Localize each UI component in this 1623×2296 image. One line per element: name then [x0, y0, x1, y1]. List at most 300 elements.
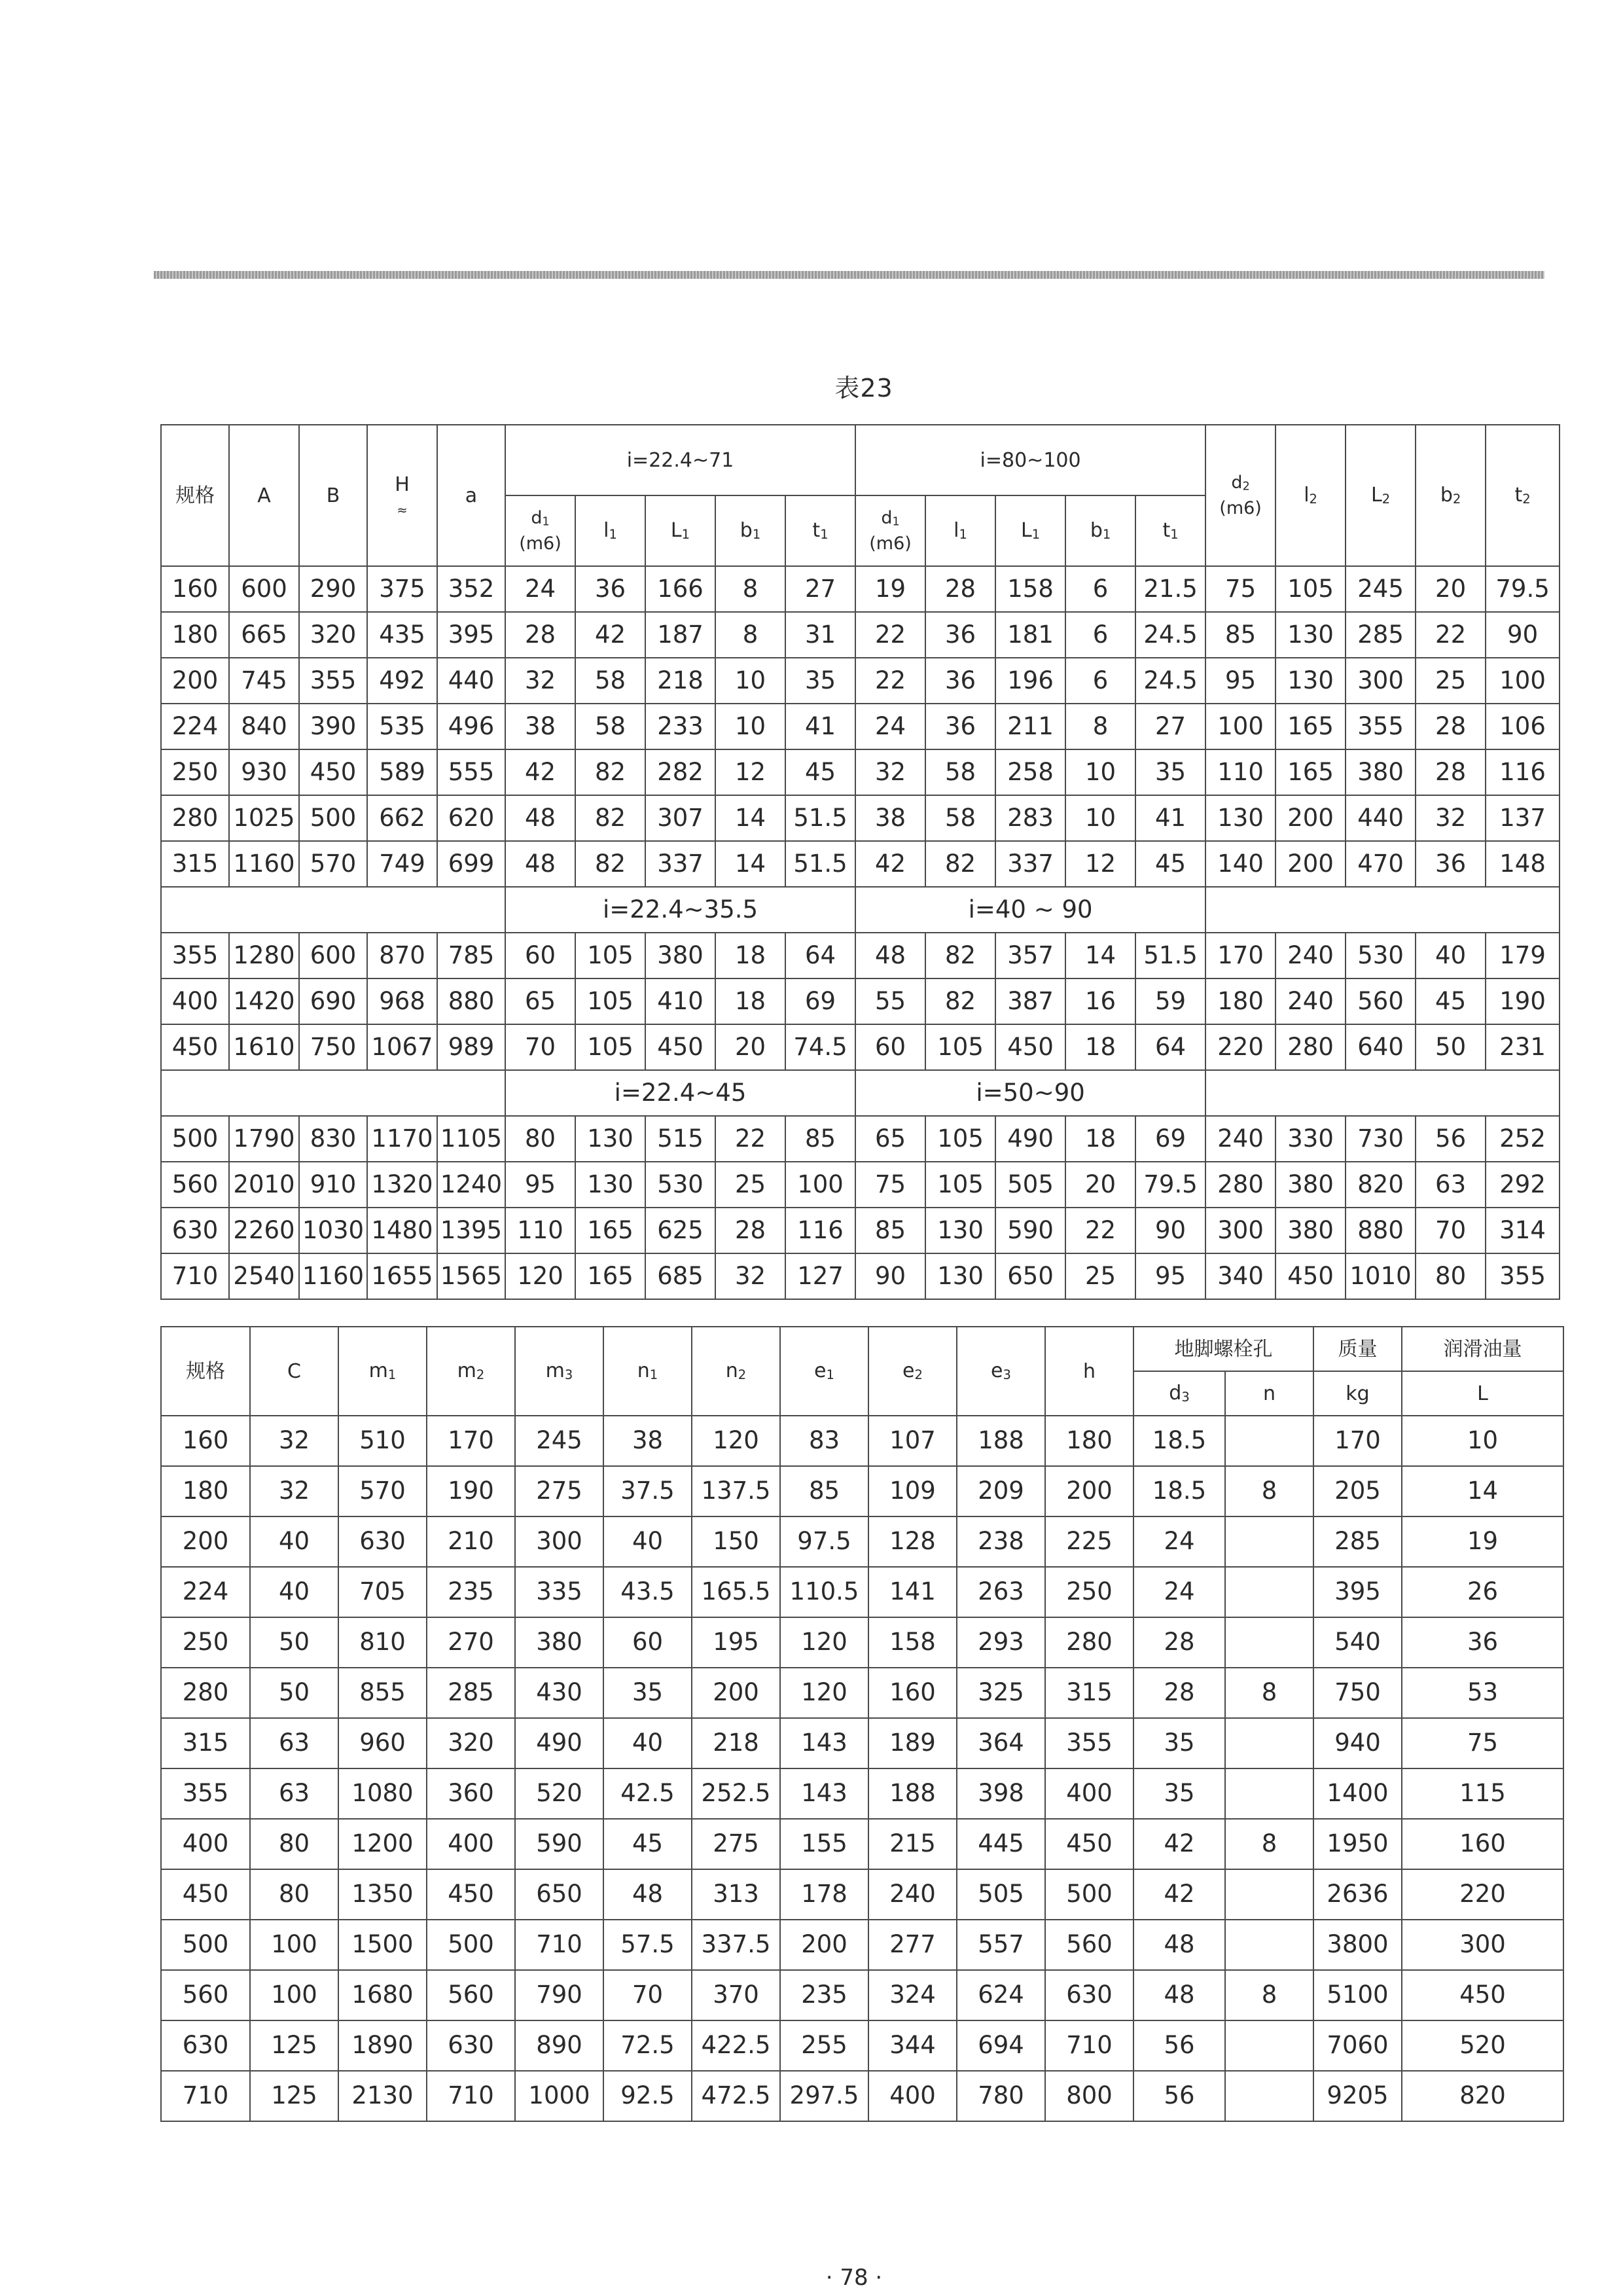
table-cell: 275 — [692, 1819, 780, 1869]
table-cell: 70 — [1416, 1208, 1486, 1253]
table-cell: 143 — [780, 1768, 868, 1819]
table-cell: 28 — [1133, 1668, 1225, 1718]
table-cell: 880 — [437, 978, 505, 1024]
table-cell: 160 — [868, 1668, 957, 1718]
table-cell: 225 — [1045, 1516, 1133, 1567]
table-cell: 28 — [925, 566, 995, 612]
table-cell: 80 — [250, 1869, 338, 1920]
header-L1-b: L1 — [995, 495, 1065, 566]
table-cell: 640 — [1346, 1024, 1416, 1070]
table-cell: 58 — [925, 795, 995, 841]
table-cell: 82 — [925, 978, 995, 1024]
table-cell: 470 — [1346, 841, 1416, 887]
table-cell: 5100 — [1313, 1970, 1402, 2020]
table-cell: 35 — [603, 1668, 692, 1718]
table-cell: 500 — [1045, 1869, 1133, 1920]
table-cell: 27 — [785, 566, 855, 612]
table-cell: 450 — [1045, 1819, 1133, 1869]
table-cell: 410 — [645, 978, 715, 1024]
table-cell: 400 — [161, 978, 229, 1024]
table-cell: 8 — [1225, 1668, 1313, 1718]
table-cell: 48 — [1133, 1920, 1225, 1970]
table-cell: 48 — [1133, 1970, 1225, 2020]
table-cell: 75 — [1402, 1718, 1563, 1768]
header-l2: l2 — [1275, 425, 1346, 566]
table-cell: 7060 — [1313, 2020, 1402, 2071]
table-cell: 233 — [645, 704, 715, 749]
table-cell: 14 — [1402, 1466, 1563, 1516]
table-cell: 500 — [161, 1920, 250, 1970]
table-cell: 14 — [715, 795, 785, 841]
table-cell: 285 — [1346, 612, 1416, 658]
table-cell: 240 — [1275, 978, 1346, 1024]
header-H-label: H — [395, 473, 410, 496]
table-cell: 36 — [1416, 841, 1486, 887]
table-cell: 110 — [505, 1208, 575, 1253]
table-cell: 36 — [925, 612, 995, 658]
header-ratio-group-1: i=22.4~71 — [505, 425, 855, 495]
header-h: h — [1045, 1327, 1133, 1416]
table-header-row — [161, 1327, 1563, 1371]
table-cell: 10 — [1065, 795, 1135, 841]
table-cell: 8 — [715, 566, 785, 612]
table-cell: 910 — [299, 1162, 367, 1208]
table-cell: 14 — [1065, 933, 1135, 978]
table-cell: 53 — [1402, 1668, 1563, 1718]
table-cell: 50 — [1416, 1024, 1486, 1070]
table-row — [161, 612, 1560, 658]
table-cell: 270 — [427, 1617, 515, 1668]
table-cell: 300 — [1402, 1920, 1563, 1970]
table-cell: 75 — [1205, 566, 1275, 612]
table-cell: 380 — [645, 933, 715, 978]
header-t1-b: t1 — [1135, 495, 1205, 566]
table-cell: 283 — [995, 795, 1065, 841]
table-cell: 65 — [505, 978, 575, 1024]
table-cell: 520 — [1402, 2020, 1563, 2071]
table-cell: 335 — [515, 1567, 603, 1617]
table-cell: 190 — [1486, 978, 1560, 1024]
table-cell: 57.5 — [603, 1920, 692, 1970]
table-cell: 250 — [161, 1617, 250, 1668]
table-cell: 195 — [692, 1617, 780, 1668]
table-cell: 699 — [437, 841, 505, 887]
table-cell: 69 — [1135, 1116, 1205, 1162]
table-cell: 745 — [229, 658, 299, 704]
header-d1-a: d1 (m6) — [505, 495, 575, 566]
table-cell: 141 — [868, 1567, 957, 1617]
page-number: · 78 · — [825, 2265, 883, 2291]
table-cell: 166 — [645, 566, 715, 612]
table-row — [161, 1869, 1563, 1920]
table-cell: 749 — [367, 841, 437, 887]
table-cell: 40 — [603, 1516, 692, 1567]
table-cell: 48 — [603, 1869, 692, 1920]
table-cell: 24.5 — [1135, 612, 1205, 658]
table-cell: 300 — [515, 1516, 603, 1567]
table-cell: 280 — [1045, 1617, 1133, 1668]
table-cell: 665 — [229, 612, 299, 658]
table-cell: 18 — [715, 978, 785, 1024]
header-e2: e2 — [868, 1327, 957, 1416]
table-cell: 398 — [957, 1768, 1045, 1819]
table-cell: 165 — [1275, 749, 1346, 795]
table-cell: 324 — [868, 1970, 957, 2020]
table-cell: 313 — [692, 1869, 780, 1920]
table-cell: 800 — [1045, 2071, 1133, 2121]
table-cell: 60 — [855, 1024, 925, 1070]
table-cell: 364 — [957, 1718, 1045, 1768]
table-row — [161, 978, 1560, 1024]
table-cell: 590 — [515, 1819, 603, 1869]
table-cell: 95 — [1135, 1253, 1205, 1299]
table-cell: 890 — [515, 2020, 603, 2071]
table-cell: 1890 — [338, 2020, 427, 2071]
table-cell: 150 — [692, 1516, 780, 1567]
header-m1: m1 — [338, 1327, 427, 1416]
table-cell: 42 — [1133, 1869, 1225, 1920]
table-cell: 165 — [575, 1253, 645, 1299]
table-cell: 450 — [1275, 1253, 1346, 1299]
header-L2: L2 — [1346, 425, 1416, 566]
table-cell: 40 — [1416, 933, 1486, 978]
table-cell: 83 — [780, 1416, 868, 1466]
table-cell: 6 — [1065, 612, 1135, 658]
table-cell: 231 — [1486, 1024, 1560, 1070]
table-cell: 215 — [868, 1819, 957, 1869]
ratio-label-left: i=22.4~35.5 — [505, 887, 855, 933]
table-cell: 100 — [785, 1162, 855, 1208]
table-cell: 100 — [1486, 658, 1560, 704]
table-cell: 2260 — [229, 1208, 299, 1253]
table-cell: 218 — [692, 1718, 780, 1768]
header-n1: n1 — [603, 1327, 692, 1416]
table-cell: 390 — [299, 704, 367, 749]
table-cell: 450 — [645, 1024, 715, 1070]
header-m2: m2 — [427, 1327, 515, 1416]
table-cell: 200 — [692, 1668, 780, 1718]
table-cell: 325 — [957, 1668, 1045, 1718]
table-cell: 155 — [780, 1819, 868, 1869]
table-cell: 870 — [367, 933, 437, 978]
table-cell: 275 — [515, 1466, 603, 1516]
table-cell: 58 — [575, 658, 645, 704]
table-cell: 395 — [1313, 1567, 1402, 1617]
table-cell: 630 — [1045, 1970, 1133, 2020]
table-cell: 1240 — [437, 1162, 505, 1208]
table-cell: 74.5 — [785, 1024, 855, 1070]
table-cell: 75 — [855, 1162, 925, 1208]
header-d2: d2 (m6) — [1205, 425, 1275, 566]
table-cell: 165.5 — [692, 1567, 780, 1617]
table-cell: 24 — [855, 704, 925, 749]
header-e1: e1 — [780, 1327, 868, 1416]
table-cell: 1395 — [437, 1208, 505, 1253]
table-cell: 178 — [780, 1869, 868, 1920]
table-cell: 445 — [957, 1819, 1045, 1869]
table-cell: 355 — [1045, 1718, 1133, 1768]
table-cell: 120 — [505, 1253, 575, 1299]
table-cell: 387 — [995, 978, 1065, 1024]
table-cell: 158 — [995, 566, 1065, 612]
table-cell: 277 — [868, 1920, 957, 1970]
table-cell — [1225, 1718, 1313, 1768]
table-cell: 105 — [575, 933, 645, 978]
table-cell: 32 — [855, 749, 925, 795]
table-cell: 450 — [299, 749, 367, 795]
table-cell: 240 — [1275, 933, 1346, 978]
table-cell: 65 — [855, 1116, 925, 1162]
header-t2: t2 — [1486, 425, 1560, 566]
ratio-separator-row — [161, 1070, 1560, 1116]
table-cell: 1200 — [338, 1819, 427, 1869]
header-b2: b2 — [1416, 425, 1486, 566]
table-cell: 32 — [505, 658, 575, 704]
table-cell: 375 — [367, 566, 437, 612]
table-cell: 105 — [925, 1024, 995, 1070]
table-row — [161, 658, 1560, 704]
table-row — [161, 933, 1560, 978]
table-cell: 32 — [1416, 795, 1486, 841]
table-cell: 730 — [1346, 1116, 1416, 1162]
table-row — [161, 1024, 1560, 1070]
table-cell: 107 — [868, 1416, 957, 1466]
table-cell: 600 — [299, 933, 367, 978]
table-cell: 960 — [338, 1718, 427, 1768]
table-cell: 55 — [855, 978, 925, 1024]
table-cell: 1160 — [299, 1253, 367, 1299]
table-cell: 18.5 — [1133, 1416, 1225, 1466]
table-cell: 196 — [995, 658, 1065, 704]
table-row — [161, 1970, 1563, 2020]
table-cell: 790 — [515, 1970, 603, 2020]
table-cell: 280 — [1205, 1162, 1275, 1208]
table-cell: 43.5 — [603, 1567, 692, 1617]
table-cell: 42.5 — [603, 1768, 692, 1819]
table-cell: 505 — [957, 1869, 1045, 1920]
table-cell: 1000 — [515, 2071, 603, 2121]
table-cell: 85 — [855, 1208, 925, 1253]
table-cell — [1225, 1516, 1313, 1567]
table-cell: 650 — [515, 1869, 603, 1920]
table-cell: 24.5 — [1135, 658, 1205, 704]
table-cell: 352 — [437, 566, 505, 612]
table-cell: 590 — [995, 1208, 1065, 1253]
table-caption: 表23 — [834, 374, 893, 403]
table-cell: 22 — [855, 612, 925, 658]
table-cell: 500 — [299, 795, 367, 841]
table-cell: 120 — [780, 1668, 868, 1718]
table-cell: 694 — [957, 2020, 1045, 2071]
table-cell: 79.5 — [1135, 1162, 1205, 1208]
table-cell: 188 — [957, 1416, 1045, 1466]
table-cell: 1067 — [367, 1024, 437, 1070]
table-cell: 179 — [1486, 933, 1560, 978]
table-cell: 14 — [715, 841, 785, 887]
table-cell: 440 — [1346, 795, 1416, 841]
table-cell: 170 — [427, 1416, 515, 1466]
table-cell: 19 — [855, 566, 925, 612]
table-cell: 263 — [957, 1567, 1045, 1617]
table-cell: 36 — [925, 704, 995, 749]
table-cell: 600 — [229, 566, 299, 612]
table-cell: 840 — [229, 704, 299, 749]
table-row — [161, 566, 1560, 612]
table-cell: 170 — [1313, 1416, 1402, 1466]
table-cell: 245 — [1346, 566, 1416, 612]
table-cell: 22 — [715, 1116, 785, 1162]
table-cell: 285 — [1313, 1516, 1402, 1567]
header-d3: d3 — [1133, 1371, 1225, 1416]
table-cell: 110.5 — [780, 1567, 868, 1617]
table-cell: 8 — [715, 612, 785, 658]
table-cell: 100 — [250, 1920, 338, 1970]
table-cell: 85 — [780, 1466, 868, 1516]
table-cell: 35 — [1135, 749, 1205, 795]
table-cell: 300 — [1346, 658, 1416, 704]
table-cell: 380 — [515, 1617, 603, 1668]
table-cell: 395 — [437, 612, 505, 658]
table-cell: 218 — [645, 658, 715, 704]
table-cell: 82 — [575, 749, 645, 795]
table-cell: 38 — [505, 704, 575, 749]
dimensions-table — [160, 424, 1560, 1300]
table-cell: 8 — [1065, 704, 1135, 749]
table-cell: 165 — [1275, 704, 1346, 749]
table-cell: 290 — [299, 566, 367, 612]
table-cell: 855 — [338, 1668, 427, 1718]
table-cell: 60 — [603, 1617, 692, 1668]
table-row — [161, 1516, 1563, 1567]
table-cell: 24 — [505, 566, 575, 612]
table-cell: 422.5 — [692, 2020, 780, 2071]
header-B: B — [299, 425, 367, 566]
table-cell: 105 — [925, 1116, 995, 1162]
table-cell: 10 — [1402, 1416, 1563, 1466]
table-cell: 22 — [1416, 612, 1486, 658]
table-cell: 190 — [427, 1466, 515, 1516]
table-cell: 1420 — [229, 978, 299, 1024]
table-cell: 220 — [1205, 1024, 1275, 1070]
table-cell: 560 — [161, 1162, 229, 1208]
table-cell: 79.5 — [1486, 566, 1560, 612]
table-cell: 95 — [1205, 658, 1275, 704]
table-cell: 130 — [1205, 795, 1275, 841]
table-cell: 1320 — [367, 1162, 437, 1208]
table-cell: 48 — [505, 841, 575, 887]
table-cell: 28 — [715, 1208, 785, 1253]
table-cell: 285 — [427, 1668, 515, 1718]
table-cell: 340 — [1205, 1253, 1275, 1299]
table-cell: 280 — [161, 1668, 250, 1718]
table-cell — [1225, 1416, 1313, 1466]
table-cell: 400 — [1045, 1768, 1133, 1819]
table-cell: 224 — [161, 704, 229, 749]
table-cell: 51.5 — [785, 795, 855, 841]
table-cell: 82 — [925, 841, 995, 887]
table-cell: 238 — [957, 1516, 1045, 1567]
table-cell: 130 — [1275, 612, 1346, 658]
table-cell: 38 — [855, 795, 925, 841]
table-cell: 106 — [1486, 704, 1560, 749]
table-row — [161, 1567, 1563, 1617]
table-cell: 510 — [338, 1416, 427, 1466]
table-cell: 25 — [715, 1162, 785, 1208]
table-cell: 12 — [1065, 841, 1135, 887]
table-cell: 2636 — [1313, 1869, 1402, 1920]
table-row — [161, 1208, 1560, 1253]
table-cell: 24 — [1133, 1516, 1225, 1567]
table-cell: 18.5 — [1133, 1466, 1225, 1516]
table-cell: 820 — [1346, 1162, 1416, 1208]
table-cell: 320 — [299, 612, 367, 658]
table-cell: 50 — [250, 1617, 338, 1668]
table-cell: 35 — [785, 658, 855, 704]
table-cell: 9205 — [1313, 2071, 1402, 2121]
table-cell: 685 — [645, 1253, 715, 1299]
table-cell: 24 — [1133, 1567, 1225, 1617]
table-row — [161, 1617, 1563, 1668]
table-cell: 400 — [427, 1819, 515, 1869]
table-cell: 515 — [645, 1116, 715, 1162]
table-cell: 59 — [1135, 978, 1205, 1024]
header-oil-unit: L — [1402, 1371, 1563, 1416]
table-cell: 200 — [1275, 795, 1346, 841]
table-cell: 105 — [1275, 566, 1346, 612]
table-cell: 165 — [575, 1208, 645, 1253]
table-cell: 337 — [645, 841, 715, 887]
table-cell: 28 — [1133, 1617, 1225, 1668]
table-cell: 624 — [957, 1970, 1045, 2020]
table-cell: 380 — [1275, 1208, 1346, 1253]
table-cell: 25 — [1416, 658, 1486, 704]
table-row — [161, 841, 1560, 887]
table-cell: 1010 — [1346, 1253, 1416, 1299]
table-cell: 58 — [575, 704, 645, 749]
table-cell: 22 — [1065, 1208, 1135, 1253]
header-A: A — [229, 425, 299, 566]
table-cell: 130 — [575, 1116, 645, 1162]
table-cell: 690 — [299, 978, 367, 1024]
table-cell: 82 — [925, 933, 995, 978]
table-row — [161, 1162, 1560, 1208]
table-cell: 36 — [925, 658, 995, 704]
table-cell: 92.5 — [603, 2071, 692, 2121]
table-cell: 38 — [603, 1416, 692, 1466]
table-cell: 82 — [575, 795, 645, 841]
table-cell: 252 — [1486, 1116, 1560, 1162]
table-cell: 211 — [995, 704, 1065, 749]
table-cell: 56 — [1416, 1116, 1486, 1162]
table-row — [161, 704, 1560, 749]
table-cell: 344 — [868, 2020, 957, 2071]
table-cell — [1225, 1567, 1313, 1617]
table-cell: 56 — [1133, 2020, 1225, 2071]
table-cell: 360 — [427, 1768, 515, 1819]
table-cell: 130 — [925, 1253, 995, 1299]
header-l1-a: l1 — [575, 495, 645, 566]
table-cell: 355 — [161, 933, 229, 978]
table-cell: 35 — [1133, 1718, 1225, 1768]
header-C: C — [250, 1327, 338, 1416]
table-cell: 210 — [427, 1516, 515, 1567]
table-cell: 535 — [367, 704, 437, 749]
table-cell: 968 — [367, 978, 437, 1024]
table-cell: 520 — [515, 1768, 603, 1819]
table-cell: 100 — [250, 1970, 338, 2020]
table-cell: 450 — [161, 1869, 250, 1920]
table-cell: 181 — [995, 612, 1065, 658]
